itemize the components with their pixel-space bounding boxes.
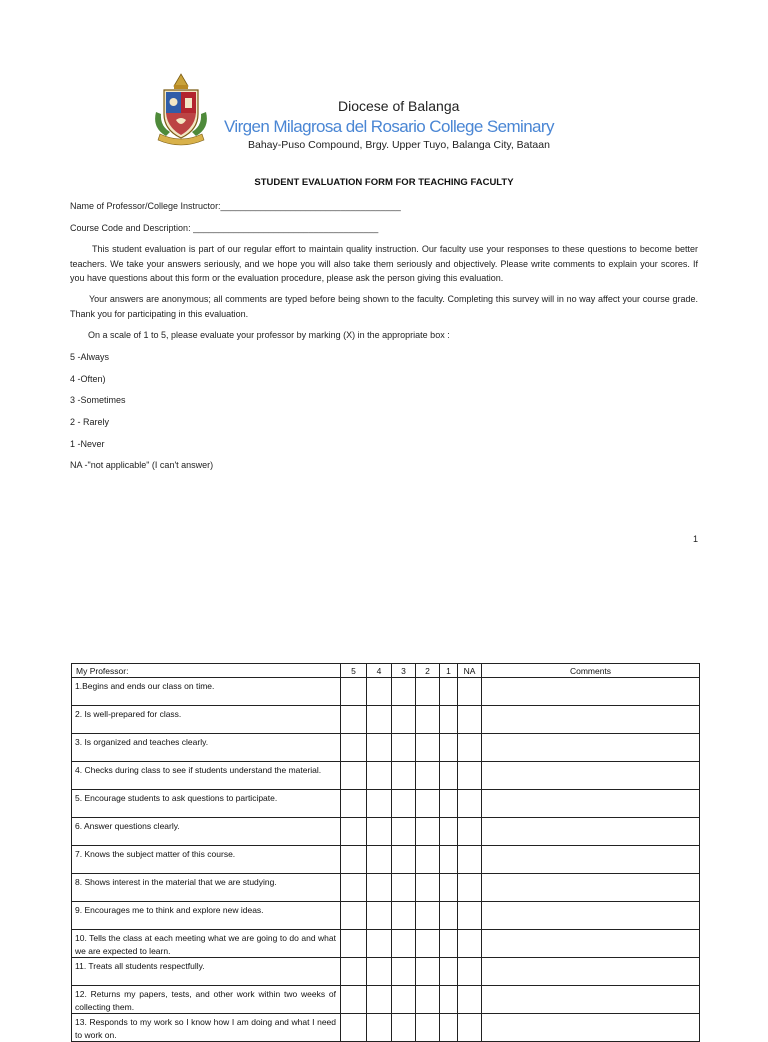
score-4-cell[interactable] xyxy=(367,986,392,1014)
score-3-cell[interactable] xyxy=(392,986,416,1014)
intro-paragraph-1: This student evaluation is part of our regular effort to maintain quality instruction. Our faculty use your responses to these questions to become better teachers. We take your answers seriously, and we hope you will also take them seriously and objectively. Please write comments to explain your scores. If you have questions about this form or the evaluation procedure, please ask the person giving this evaluation. xyxy=(70,244,698,283)
scale-item-5: 5 -Always xyxy=(70,352,110,362)
score-na-cell[interactable] xyxy=(458,902,482,930)
score-5-cell[interactable] xyxy=(341,986,367,1014)
comments-cell[interactable] xyxy=(482,902,700,930)
comments-cell[interactable] xyxy=(482,986,700,1014)
header-score-3: 3 xyxy=(392,664,416,678)
score-na-cell[interactable] xyxy=(458,762,482,790)
comments-cell[interactable] xyxy=(482,930,700,958)
score-3-cell[interactable] xyxy=(392,678,416,706)
score-3-cell[interactable] xyxy=(392,790,416,818)
score-1-cell[interactable] xyxy=(440,846,458,874)
score-3-cell[interactable] xyxy=(392,930,416,958)
score-5-cell[interactable] xyxy=(341,902,367,930)
score-4-cell[interactable] xyxy=(367,790,392,818)
score-1-cell[interactable] xyxy=(440,930,458,958)
score-2-cell[interactable] xyxy=(416,790,440,818)
score-3-cell[interactable] xyxy=(392,734,416,762)
table-row xyxy=(72,902,700,930)
header-score-2: 2 xyxy=(416,664,440,678)
score-1-cell[interactable] xyxy=(440,986,458,1014)
score-1-cell[interactable] xyxy=(440,958,458,986)
question-text: 1.Begins and ends our class on time. xyxy=(72,678,341,706)
score-2-cell[interactable] xyxy=(416,818,440,846)
score-2-cell[interactable] xyxy=(416,846,440,874)
score-na-cell[interactable] xyxy=(458,846,482,874)
question-text: 10. Tells the class at each meeting what we are going to do and what we are expected to learn. xyxy=(72,930,341,958)
score-na-cell[interactable] xyxy=(458,678,482,706)
score-2-cell[interactable] xyxy=(416,762,440,790)
score-1-cell[interactable] xyxy=(440,706,458,734)
score-3-cell[interactable] xyxy=(392,818,416,846)
score-4-cell[interactable] xyxy=(367,1014,392,1042)
question-text: 13. Responds to my work so I know how I am doing and what I need to work on. xyxy=(72,1014,341,1042)
evaluation-table xyxy=(71,663,700,1042)
score-5-cell[interactable] xyxy=(341,762,367,790)
comments-cell[interactable] xyxy=(482,1014,700,1042)
comments-cell[interactable] xyxy=(482,846,700,874)
scale-item-1: 1 -Never xyxy=(70,439,105,449)
score-na-cell[interactable] xyxy=(458,1014,482,1042)
score-na-cell[interactable] xyxy=(458,986,482,1014)
scale-item-4: 4 -Often) xyxy=(70,374,106,384)
score-5-cell[interactable] xyxy=(341,818,367,846)
table-header-row xyxy=(72,664,700,678)
question-text: 8. Shows interest in the material that we are studying. xyxy=(72,874,341,902)
score-3-cell[interactable] xyxy=(392,762,416,790)
score-4-cell[interactable] xyxy=(367,734,392,762)
score-1-cell[interactable] xyxy=(440,790,458,818)
score-4-cell[interactable] xyxy=(367,762,392,790)
score-na-cell[interactable] xyxy=(458,874,482,902)
score-2-cell[interactable] xyxy=(416,678,440,706)
score-5-cell[interactable] xyxy=(341,734,367,762)
score-4-cell[interactable] xyxy=(367,706,392,734)
score-5-cell[interactable] xyxy=(341,1014,367,1042)
score-5-cell[interactable] xyxy=(341,790,367,818)
score-2-cell[interactable] xyxy=(416,986,440,1014)
score-5-cell[interactable] xyxy=(341,930,367,958)
score-2-cell[interactable] xyxy=(416,1014,440,1042)
professor-name-field[interactable]: Name of Professor/College Instructor:____________________________________ xyxy=(70,201,401,211)
scale-item-3: 3 -Sometimes xyxy=(70,395,126,405)
header-comments: Comments xyxy=(482,664,700,678)
score-2-cell[interactable] xyxy=(416,874,440,902)
college-address: Bahay-Puso Compound, Brgy. Upper Tuyo, Balanga City, Bataan xyxy=(248,139,550,151)
scale-item-na: NA -"not applicable" (I can't answer) xyxy=(70,460,214,470)
score-na-cell[interactable] xyxy=(458,790,482,818)
score-na-cell[interactable] xyxy=(458,958,482,986)
header-score-5: 5 xyxy=(341,664,367,678)
score-4-cell[interactable] xyxy=(367,874,392,902)
score-4-cell[interactable] xyxy=(367,902,392,930)
comments-cell[interactable] xyxy=(482,734,700,762)
score-na-cell[interactable] xyxy=(458,818,482,846)
score-1-cell[interactable] xyxy=(440,818,458,846)
score-3-cell[interactable] xyxy=(392,1014,416,1042)
header-my-professor: My Professor: xyxy=(72,664,341,678)
score-na-cell[interactable] xyxy=(458,706,482,734)
score-1-cell[interactable] xyxy=(440,762,458,790)
seminary-crest-icon xyxy=(150,72,212,146)
score-5-cell[interactable] xyxy=(341,958,367,986)
score-na-cell[interactable] xyxy=(458,734,482,762)
question-text: 4. Checks during class to see if students understand the material. xyxy=(72,762,341,790)
score-4-cell[interactable] xyxy=(367,930,392,958)
score-2-cell[interactable] xyxy=(416,902,440,930)
score-na-cell[interactable] xyxy=(458,930,482,958)
score-3-cell[interactable] xyxy=(392,874,416,902)
score-1-cell[interactable] xyxy=(440,734,458,762)
question-text: 6. Answer questions clearly. xyxy=(72,818,341,846)
table-row xyxy=(72,762,700,790)
score-5-cell[interactable] xyxy=(341,678,367,706)
question-text: 9. Encourages me to think and explore new ideas. xyxy=(72,902,341,930)
table-row xyxy=(72,790,700,818)
table-row xyxy=(72,706,700,734)
score-2-cell[interactable] xyxy=(416,930,440,958)
score-4-cell[interactable] xyxy=(367,678,392,706)
table-row xyxy=(72,958,700,986)
header-score-4: 4 xyxy=(367,664,392,678)
score-2-cell[interactable] xyxy=(416,706,440,734)
table-row xyxy=(72,678,700,706)
score-4-cell[interactable] xyxy=(367,846,392,874)
question-text: 7. Knows the subject matter of this course. xyxy=(72,846,341,874)
question-text: 3. Is organized and teaches clearly. xyxy=(72,734,341,762)
page-number: 1 xyxy=(693,534,699,544)
course-code-field[interactable]: Course Code and Description: _____________________________________ xyxy=(70,223,379,233)
comments-cell[interactable] xyxy=(482,818,700,846)
question-text: 11. Treats all students respectfully. xyxy=(72,958,341,986)
scale-item-2: 2 - Rarely xyxy=(70,417,110,427)
score-3-cell[interactable] xyxy=(392,958,416,986)
form-title: STUDENT EVALUATION FORM FOR TEACHING FACULTY xyxy=(254,177,514,188)
table-row xyxy=(72,734,700,762)
header-score-na: NA xyxy=(458,664,482,678)
score-5-cell[interactable] xyxy=(341,874,367,902)
score-3-cell[interactable] xyxy=(392,706,416,734)
diocese-name: Diocese of Balanga xyxy=(338,98,460,114)
question-text: 5. Encourage students to ask questions to participate. xyxy=(72,790,341,818)
comments-cell[interactable] xyxy=(482,706,700,734)
question-text: 2. Is well-prepared for class. xyxy=(72,706,341,734)
score-4-cell[interactable] xyxy=(367,958,392,986)
score-3-cell[interactable] xyxy=(392,902,416,930)
score-3-cell[interactable] xyxy=(392,846,416,874)
comments-cell[interactable] xyxy=(482,874,700,902)
comments-cell[interactable] xyxy=(482,678,700,706)
score-5-cell[interactable] xyxy=(341,706,367,734)
score-1-cell[interactable] xyxy=(440,874,458,902)
intro-paragraph-2: Your answers are anonymous; all comments are typed before being shown to the faculty. Completing this survey will in no way affect your course grade. Thank you for participating in this evaluation. xyxy=(70,294,698,319)
comments-cell[interactable] xyxy=(482,958,700,986)
score-2-cell[interactable] xyxy=(416,958,440,986)
comments-cell[interactable] xyxy=(482,790,700,818)
table-row xyxy=(72,874,700,902)
score-1-cell[interactable] xyxy=(440,1014,458,1042)
question-text: 12. Returns my papers, tests, and other work within two weeks of collecting them. xyxy=(72,986,341,1014)
score-4-cell[interactable] xyxy=(367,818,392,846)
header-score-1: 1 xyxy=(440,664,458,678)
comments-cell[interactable] xyxy=(482,762,700,790)
scale-instruction: On a scale of 1 to 5, please evaluate your professor by marking (X) in the appropriate box : xyxy=(88,330,450,340)
table-row xyxy=(72,846,700,874)
college-name: Virgen Milagrosa del Rosario College Seminary xyxy=(224,117,554,136)
score-5-cell[interactable] xyxy=(341,846,367,874)
score-1-cell[interactable] xyxy=(440,902,458,930)
table-row xyxy=(72,818,700,846)
score-2-cell[interactable] xyxy=(416,734,440,762)
table-row xyxy=(72,1014,700,1042)
score-1-cell[interactable] xyxy=(440,678,458,706)
table-row xyxy=(72,930,700,958)
table-row xyxy=(72,986,700,1014)
